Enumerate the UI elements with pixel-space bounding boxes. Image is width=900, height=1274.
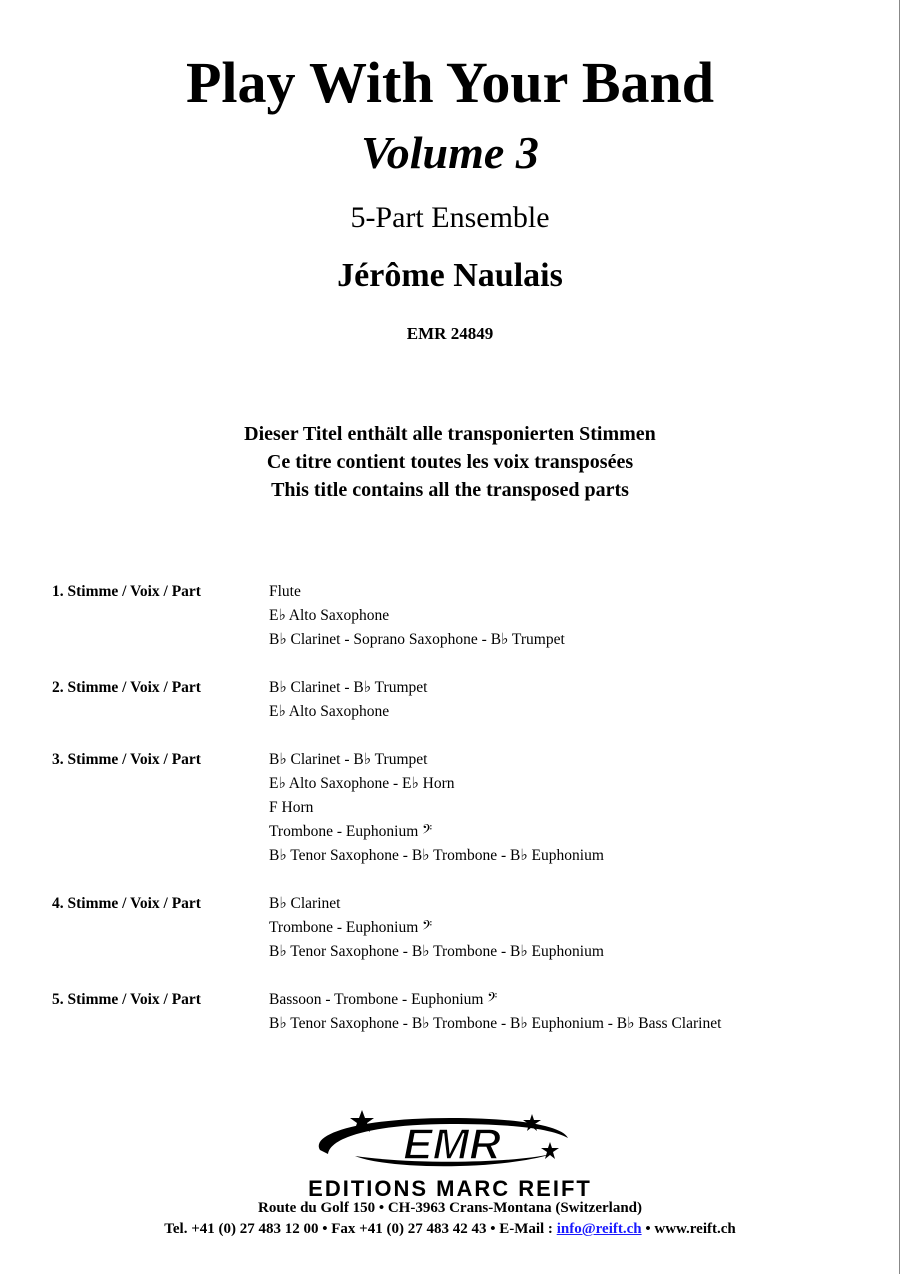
- publisher-contact: [0, 1219, 900, 1239]
- notice-german: Dieser Titel enthält alle transponierten Stimmen: [244, 423, 656, 445]
- logo-text: EMR: [403, 1120, 501, 1169]
- part-instruments: [269, 988, 721, 1036]
- part-group-2: [52, 676, 852, 724]
- contact-website: • www.reift.ch: [641, 1221, 736, 1237]
- instrument-line: E♭ Alto Saxophone: [269, 607, 390, 624]
- part-group-1: [52, 580, 852, 652]
- part-label: 2. Stimme / Voix / Part: [52, 679, 201, 696]
- volume-subtitle: Volume 3: [361, 127, 539, 178]
- publisher-address: Route du Golf 150 • CH-3963 Crans-Montana (Switzerland): [258, 1200, 642, 1216]
- instrument-line: F Horn: [269, 799, 314, 816]
- instrument-line: B♭ Tenor Saxophone - B♭ Trombone - B♭ Euphonium - B♭ Bass Clarinet: [269, 1015, 722, 1032]
- instrument-line: B♭ Clarinet - B♭ Trumpet: [269, 679, 428, 696]
- instrument-line: Trombone - Euphonium 𝄢: [269, 919, 433, 936]
- part-instruments: [269, 748, 604, 868]
- ensemble-type: 5-Part Ensemble: [350, 201, 550, 234]
- page-title: Play With Your Band: [185, 50, 715, 115]
- part-label: 5. Stimme / Voix / Part: [52, 991, 201, 1008]
- instrument-line: B♭ Tenor Saxophone - B♭ Trombone - B♭ Euphonium: [269, 847, 604, 864]
- parts-list: [52, 580, 852, 1060]
- emr-logo: [300, 1104, 600, 1176]
- instrument-line: B♭ Clarinet: [269, 895, 341, 912]
- instrument-line: Bassoon - Trombone - Euphonium 𝄢: [269, 991, 498, 1008]
- part-instruments: [269, 676, 427, 724]
- part-instruments: [269, 580, 565, 652]
- instrument-line: E♭ Alto Saxophone - E♭ Horn: [269, 775, 455, 792]
- instrument-line: B♭ Clarinet - B♭ Trumpet: [269, 751, 428, 768]
- instrument-line: E♭ Alto Saxophone: [269, 703, 390, 720]
- composer-name: Jérôme Naulais: [337, 257, 563, 294]
- part-group-4: [52, 892, 852, 964]
- instrument-line: Flute: [269, 583, 301, 600]
- instrument-line: B♭ Tenor Saxophone - B♭ Trombone - B♭ Euphonium: [269, 943, 604, 960]
- instrument-line: B♭ Clarinet - Soprano Saxophone - B♭ Trumpet: [269, 631, 565, 648]
- transposed-parts-notice: [0, 420, 900, 504]
- part-instruments: [269, 892, 604, 964]
- part-label: 1. Stimme / Voix / Part: [52, 583, 201, 600]
- part-label: 4. Stimme / Voix / Part: [52, 895, 201, 912]
- notice-french: Ce titre contient toutes les voix transposées: [266, 451, 634, 473]
- publisher-name: EDITIONS MARC REIFT: [308, 1176, 592, 1201]
- contact-phone-fax: Tel. +41 (0) 27 483 12 00 • Fax +41 (0) 27 483 42 43 • E-Mail :: [164, 1221, 557, 1237]
- instrument-line: Trombone - Euphonium 𝄢: [269, 823, 433, 840]
- notice-english: This title contains all the transposed parts: [271, 479, 629, 501]
- part-group-5: [52, 988, 852, 1036]
- part-group-3: [52, 748, 852, 868]
- catalog-number: EMR 24849: [406, 324, 494, 343]
- email-link[interactable]: info@reift.ch: [556, 1221, 642, 1237]
- part-label: 3. Stimme / Voix / Part: [52, 751, 201, 768]
